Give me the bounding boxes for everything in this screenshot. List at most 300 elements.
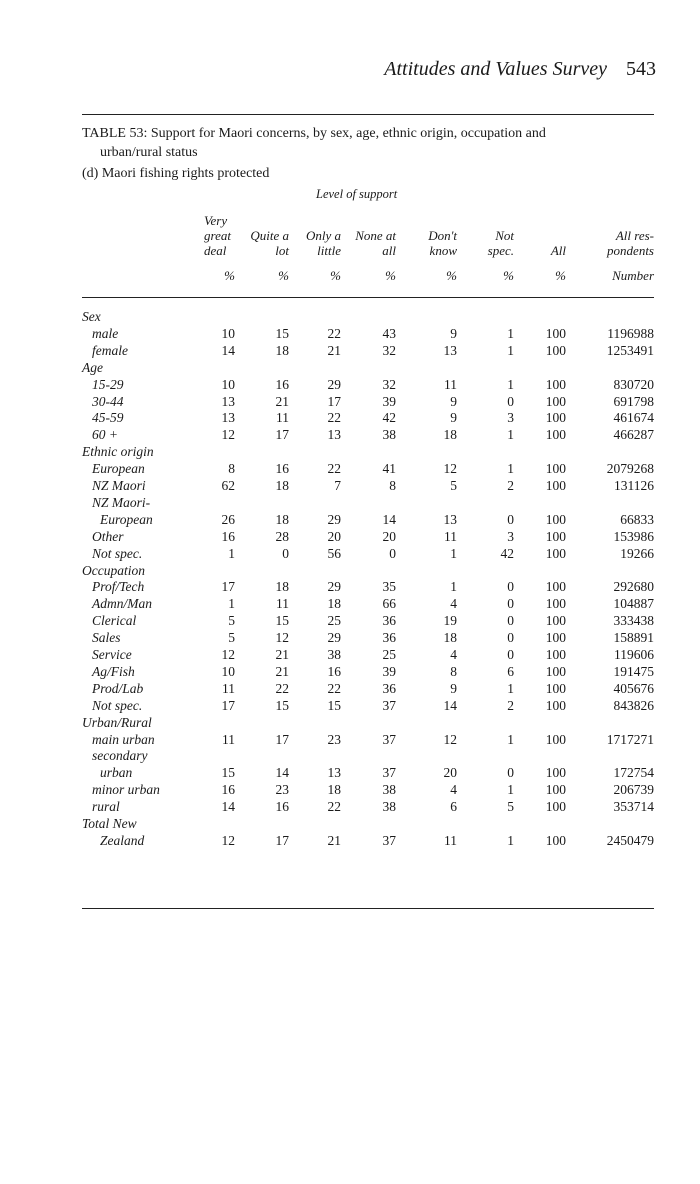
- table-cell: 292680: [613, 579, 654, 595]
- table-cell: 17: [275, 832, 289, 848]
- table-cell: 100: [545, 393, 566, 409]
- table-cell: 13: [221, 410, 235, 426]
- table-cell: 1: [507, 427, 514, 443]
- table-cell: 1: [507, 325, 514, 341]
- table-cell: 38: [382, 782, 396, 798]
- table-cell: 15: [327, 697, 341, 713]
- column-unit: %: [446, 268, 457, 283]
- table-cell: 1: [228, 545, 235, 561]
- column-header-line: All: [550, 243, 566, 258]
- row-label: 60 +: [92, 427, 118, 443]
- table-cell: 11: [444, 528, 457, 544]
- table-cell: 15: [221, 765, 235, 781]
- table-cell: 100: [545, 410, 566, 426]
- table-cell: 13: [443, 511, 457, 527]
- table-cell: 17: [275, 427, 289, 443]
- row-label: European: [100, 511, 153, 527]
- group-heading-row: [82, 715, 654, 732]
- table-cell: 9: [450, 393, 457, 409]
- table-row: [82, 748, 654, 765]
- table-cell: 4: [450, 782, 457, 798]
- group-label: Age: [82, 359, 103, 375]
- table-cell: 100: [545, 613, 566, 629]
- table-row: [82, 394, 654, 411]
- table-cell: 100: [545, 799, 566, 815]
- row-label: secondary: [92, 748, 148, 764]
- table-cell: 100: [545, 731, 566, 747]
- column-header: [397, 213, 457, 258]
- table-cell: 17: [275, 731, 289, 747]
- column-header-line: [397, 213, 457, 228]
- table-cell: 10: [221, 376, 235, 392]
- row-label: Not spec.: [92, 545, 143, 561]
- row-label: rural: [92, 799, 120, 815]
- table-cell: 15: [275, 325, 289, 341]
- row-label: Admn/Man: [92, 596, 152, 612]
- table-cell: 38: [382, 427, 396, 443]
- table-cell: 1: [507, 376, 514, 392]
- column-unit: %: [224, 268, 235, 283]
- column-header-line: [516, 213, 566, 228]
- table-cell: 26: [221, 511, 235, 527]
- table-cell: 56: [327, 545, 341, 561]
- table-cell: 11: [222, 680, 235, 696]
- caption-line-2: urban/rural status: [100, 145, 198, 160]
- table-cell: 36: [382, 613, 396, 629]
- table-cell: 0: [282, 545, 289, 561]
- table-cell: 37: [382, 765, 396, 781]
- column-header-line: Quite a: [250, 228, 289, 243]
- group-label: Sex: [82, 309, 101, 324]
- row-label: Prod/Lab: [92, 680, 144, 696]
- table-cell: 29: [327, 579, 341, 595]
- table-cell: 1: [228, 596, 235, 612]
- row-label: Service: [92, 647, 132, 662]
- table-cell: 100: [545, 663, 566, 679]
- table-cell: 36: [382, 680, 396, 696]
- table-cell: 13: [327, 765, 341, 781]
- table-cell: 153986: [613, 528, 654, 544]
- caption-line-1: TABLE 53: Support for Maori concerns, by sex, age, ethnic origin, occupation and: [82, 126, 546, 141]
- table-cell: 353714: [613, 799, 654, 815]
- table-cell: 11: [444, 832, 457, 848]
- bottom-rule: [82, 908, 654, 909]
- table-cell: 21: [275, 393, 289, 409]
- table-cell: 43: [382, 325, 396, 341]
- table-cell: 11: [444, 376, 457, 392]
- table-cell: 13: [443, 342, 457, 358]
- row-label: 30-44: [92, 393, 124, 409]
- running-title: Attitudes and Values Survey: [384, 58, 607, 80]
- table-row: [82, 461, 654, 478]
- group-label: Ethnic origin: [82, 444, 154, 460]
- table-cell: 1: [450, 545, 457, 561]
- table-cell: 21: [275, 663, 289, 679]
- table-cell: 100: [545, 596, 566, 612]
- table-cell: 13: [327, 427, 341, 443]
- table-cell: 7: [334, 478, 341, 493]
- table-cell: 3: [507, 528, 514, 544]
- table-cell: 100: [545, 680, 566, 696]
- table-row: [82, 495, 654, 512]
- table-cell: 131126: [614, 478, 654, 493]
- table-cell: 16: [275, 461, 289, 477]
- table-cell: 16: [327, 663, 341, 679]
- row-label: female: [92, 342, 128, 358]
- table-cell: 9: [450, 680, 457, 696]
- group-heading-row: [82, 309, 654, 326]
- column-header-line: [574, 213, 654, 228]
- table-cell: 39: [382, 663, 396, 679]
- table-cell: 100: [545, 511, 566, 527]
- column-header-line: [454, 213, 514, 228]
- running-header: [60, 58, 656, 81]
- table-cell: 5: [228, 613, 235, 629]
- table-cell: 6: [450, 799, 457, 815]
- table-cell: 5: [507, 799, 514, 815]
- column-header-line: None at: [355, 228, 396, 243]
- page-number: 543: [626, 58, 656, 80]
- column-header: [229, 213, 289, 258]
- table-cell: 17: [221, 579, 235, 595]
- table-cell: 1: [507, 832, 514, 848]
- table-cell: 22: [327, 410, 341, 426]
- table-cell: 25: [382, 647, 396, 662]
- table-cell: 14: [382, 511, 396, 527]
- column-header-line: [336, 213, 396, 228]
- top-rule: [82, 114, 654, 115]
- table-cell: 100: [545, 427, 566, 443]
- table-cell: 12: [221, 647, 235, 662]
- table-cell: 32: [382, 376, 396, 392]
- table-cell: 461674: [613, 410, 654, 426]
- table-row: [82, 681, 654, 698]
- column-unit: %: [503, 268, 514, 283]
- table-cell: 38: [382, 799, 396, 815]
- table-cell: 22: [327, 799, 341, 815]
- table-row: [82, 833, 654, 850]
- table-cell: 100: [545, 832, 566, 848]
- table-cell: 18: [327, 596, 341, 612]
- column-header-line: lot: [275, 243, 289, 258]
- table-cell: 3: [507, 410, 514, 426]
- table-cell: 9: [450, 325, 457, 341]
- table-cell: 23: [327, 731, 341, 747]
- table-cell: 8: [389, 478, 396, 493]
- column-header-line: Very: [204, 213, 228, 228]
- table-cell: 0: [507, 579, 514, 595]
- table-cell: 843826: [613, 697, 654, 713]
- column-header-line: [516, 228, 566, 243]
- table-cell: 10: [221, 663, 235, 679]
- table-cell: 42: [500, 545, 514, 561]
- table-cell: 0: [507, 613, 514, 629]
- table-row: [82, 410, 654, 427]
- table-cell: 15: [275, 613, 289, 629]
- table-row: [82, 732, 654, 749]
- table-cell: 23: [275, 782, 289, 798]
- table-row: [82, 377, 654, 394]
- table-cell: 1: [507, 342, 514, 358]
- table-cell: 0: [389, 545, 396, 561]
- table-cell: 14: [275, 765, 289, 781]
- table-cell: 1717271: [606, 731, 654, 747]
- row-label: Prof/Tech: [92, 579, 145, 595]
- table-cell: 100: [545, 325, 566, 341]
- row-label: Ag/Fish: [92, 663, 135, 679]
- level-of-support-header: Level of support: [316, 187, 398, 201]
- table-cell: 830720: [613, 376, 654, 392]
- row-label: 15-29: [92, 376, 124, 392]
- table-cell: 18: [275, 579, 289, 595]
- table-cell: 191475: [613, 663, 654, 679]
- table-cell: 11: [276, 410, 289, 426]
- table-cell: 691798: [613, 393, 654, 409]
- table-cell: 22: [327, 461, 341, 477]
- column-header-line: little: [317, 243, 341, 258]
- table-cell: 36: [382, 630, 396, 646]
- table-cell: 0: [507, 630, 514, 646]
- row-label: Other: [92, 528, 124, 544]
- table-cell: 2: [507, 478, 514, 493]
- table-cell: 333438: [613, 613, 654, 629]
- table-cell: 66: [382, 596, 396, 612]
- table-cell: 9: [450, 410, 457, 426]
- column-header-line: [229, 213, 289, 228]
- table-cell: 12: [443, 461, 457, 477]
- table-cell: 13: [221, 393, 235, 409]
- table-cell: 37: [382, 832, 396, 848]
- table-row: [82, 427, 654, 444]
- table-row: [82, 512, 654, 529]
- table-row: [82, 579, 654, 596]
- table-cell: 2: [507, 697, 514, 713]
- column-header-line: [281, 213, 341, 228]
- table-row: [82, 765, 654, 782]
- table-cell: 0: [507, 393, 514, 409]
- table-cell: 19: [443, 613, 457, 629]
- group-heading-row: [82, 360, 654, 377]
- table-cell: 100: [545, 528, 566, 544]
- table-cell: 206739: [613, 782, 654, 798]
- table-cell: 14: [221, 342, 235, 358]
- table-cell: 1: [507, 680, 514, 696]
- row-label: Clerical: [92, 613, 137, 629]
- column-header-line: Don't: [428, 228, 457, 243]
- table-caption: [82, 124, 654, 162]
- column-header-line: pondents: [607, 243, 654, 258]
- table-cell: 8: [228, 461, 235, 477]
- table-cell: 1196988: [607, 325, 654, 341]
- table-row: [82, 782, 654, 799]
- table-cell: 1: [450, 579, 457, 595]
- table-cell: 39: [382, 393, 396, 409]
- table-cell: 0: [507, 596, 514, 612]
- table-row: [82, 698, 654, 715]
- table-cell: 18: [327, 782, 341, 798]
- table-cell: 37: [382, 731, 396, 747]
- table-cell: 21: [275, 647, 289, 662]
- table-cell: 4: [450, 647, 457, 662]
- table-cell: 14: [443, 697, 457, 713]
- row-label: minor urban: [92, 782, 160, 798]
- table-cell: 4: [450, 596, 457, 612]
- table-cell: 0: [507, 765, 514, 781]
- table-cell: 12: [275, 630, 289, 646]
- table-cell: 100: [545, 630, 566, 646]
- table-cell: 21: [327, 832, 341, 848]
- column-header: [574, 213, 654, 258]
- table-cell: 25: [327, 613, 341, 629]
- column-header: [516, 213, 566, 258]
- table-cell: 2450479: [606, 832, 654, 848]
- table-cell: 32: [382, 342, 396, 358]
- table-cell: 100: [545, 376, 566, 392]
- table-cell: 10: [221, 325, 235, 341]
- table-cell: 100: [545, 579, 566, 595]
- table-cell: 15: [275, 697, 289, 713]
- table-cell: 35: [382, 579, 396, 595]
- table-cell: 17: [327, 393, 341, 409]
- table-cell: 29: [327, 630, 341, 646]
- table-cell: 100: [545, 545, 566, 561]
- table-cell: 14: [221, 799, 235, 815]
- table-cell: 119606: [614, 647, 654, 662]
- table-cell: 100: [545, 478, 566, 493]
- row-label: 45-59: [92, 410, 124, 426]
- table-row: [82, 613, 654, 630]
- table-cell: 16: [221, 528, 235, 544]
- table-cell: 8: [450, 663, 457, 679]
- row-label: Not spec.: [92, 697, 143, 713]
- table-cell: 18: [275, 511, 289, 527]
- table-row: [82, 799, 654, 816]
- group-label: Total New: [82, 816, 137, 831]
- table-cell: 11: [276, 596, 289, 612]
- table-cell: 100: [545, 461, 566, 477]
- group-label: Occupation: [82, 562, 145, 578]
- table-cell: 22: [327, 680, 341, 696]
- table-cell: 158891: [613, 630, 654, 646]
- table-cell: 22: [275, 680, 289, 696]
- table-cell: 16: [275, 799, 289, 815]
- table-subtitle: (d) Maori fishing rights protected: [82, 166, 270, 181]
- table-cell: 5: [450, 478, 457, 493]
- column-header: [336, 213, 396, 258]
- column-header-line: Not: [495, 228, 514, 243]
- table-cell: 100: [545, 647, 566, 662]
- table-cell: 20: [443, 765, 457, 781]
- table-cell: 1253491: [606, 342, 654, 358]
- table-cell: 12: [443, 731, 457, 747]
- column-unit: %: [330, 268, 341, 283]
- table-cell: 104887: [613, 596, 654, 612]
- group-heading-row: [82, 563, 654, 580]
- table-row: [82, 596, 654, 613]
- column-header-line: spec.: [487, 243, 514, 258]
- column-unit: Number: [612, 268, 654, 283]
- table-cell: 62: [221, 478, 235, 493]
- table-cell: 2079268: [606, 461, 654, 477]
- row-label: European: [92, 461, 145, 477]
- table-cell: 21: [327, 342, 341, 358]
- column-header-line: Only a: [305, 228, 341, 243]
- table-row: [82, 546, 654, 563]
- table-cell: 1: [507, 461, 514, 477]
- row-label: Zealand: [100, 832, 145, 848]
- table-cell: 17: [221, 697, 235, 713]
- column-header-line: deal: [204, 243, 227, 258]
- column-header-line: all: [382, 243, 396, 258]
- table-cell: 405676: [613, 680, 654, 696]
- table-cell: 12: [221, 832, 235, 848]
- table-cell: 100: [545, 697, 566, 713]
- column-header-line: great: [204, 228, 231, 243]
- table-cell: 100: [545, 342, 566, 358]
- table-row: [82, 630, 654, 647]
- table-cell: 22: [327, 325, 341, 341]
- table-cell: 11: [222, 731, 235, 747]
- column-header: [281, 213, 341, 258]
- table-cell: 1: [507, 782, 514, 798]
- row-label: NZ Maori-: [92, 494, 151, 510]
- column-unit: %: [555, 268, 566, 283]
- table-cell: 42: [382, 410, 396, 426]
- table-cell: 172754: [613, 765, 654, 781]
- column-unit: %: [385, 268, 396, 283]
- table-cell: 100: [545, 782, 566, 798]
- row-label: main urban: [92, 731, 155, 747]
- header-rule: [82, 297, 654, 298]
- table-row: [82, 529, 654, 546]
- group-heading-row: [82, 816, 654, 833]
- table-cell: 12: [221, 427, 235, 443]
- table-cell: 6: [507, 663, 514, 679]
- table-cell: 20: [327, 528, 341, 544]
- column-header: [454, 213, 514, 258]
- table-cell: 18: [275, 478, 289, 493]
- table-cell: 29: [327, 511, 341, 527]
- table-row: [82, 664, 654, 681]
- group-label: Urban/Rural: [82, 714, 152, 730]
- table-cell: 18: [275, 342, 289, 358]
- table-cell: 20: [382, 528, 396, 544]
- row-label: Sales: [92, 630, 121, 646]
- table-row: [82, 478, 654, 495]
- table-cell: 18: [443, 427, 457, 443]
- row-label: male: [92, 325, 119, 341]
- table-cell: 18: [443, 630, 457, 646]
- table-cell: 5: [228, 630, 235, 646]
- table-cell: 28: [275, 528, 289, 544]
- table-cell: 16: [275, 376, 289, 392]
- table-cell: 1: [507, 731, 514, 747]
- row-label: NZ Maori: [92, 478, 146, 493]
- table-cell: 19266: [620, 545, 654, 561]
- column-header-line: All res-: [615, 228, 654, 243]
- table-row: [82, 343, 654, 360]
- table-row: [82, 647, 654, 664]
- table-cell: 100: [545, 765, 566, 781]
- table-cell: 0: [507, 511, 514, 527]
- table-cell: 0: [507, 647, 514, 662]
- column-unit: %: [278, 268, 289, 283]
- table-cell: 38: [327, 647, 341, 662]
- table-cell: 16: [221, 782, 235, 798]
- table-cell: 66833: [620, 511, 654, 527]
- table-row: [82, 326, 654, 343]
- table-cell: 41: [382, 461, 396, 477]
